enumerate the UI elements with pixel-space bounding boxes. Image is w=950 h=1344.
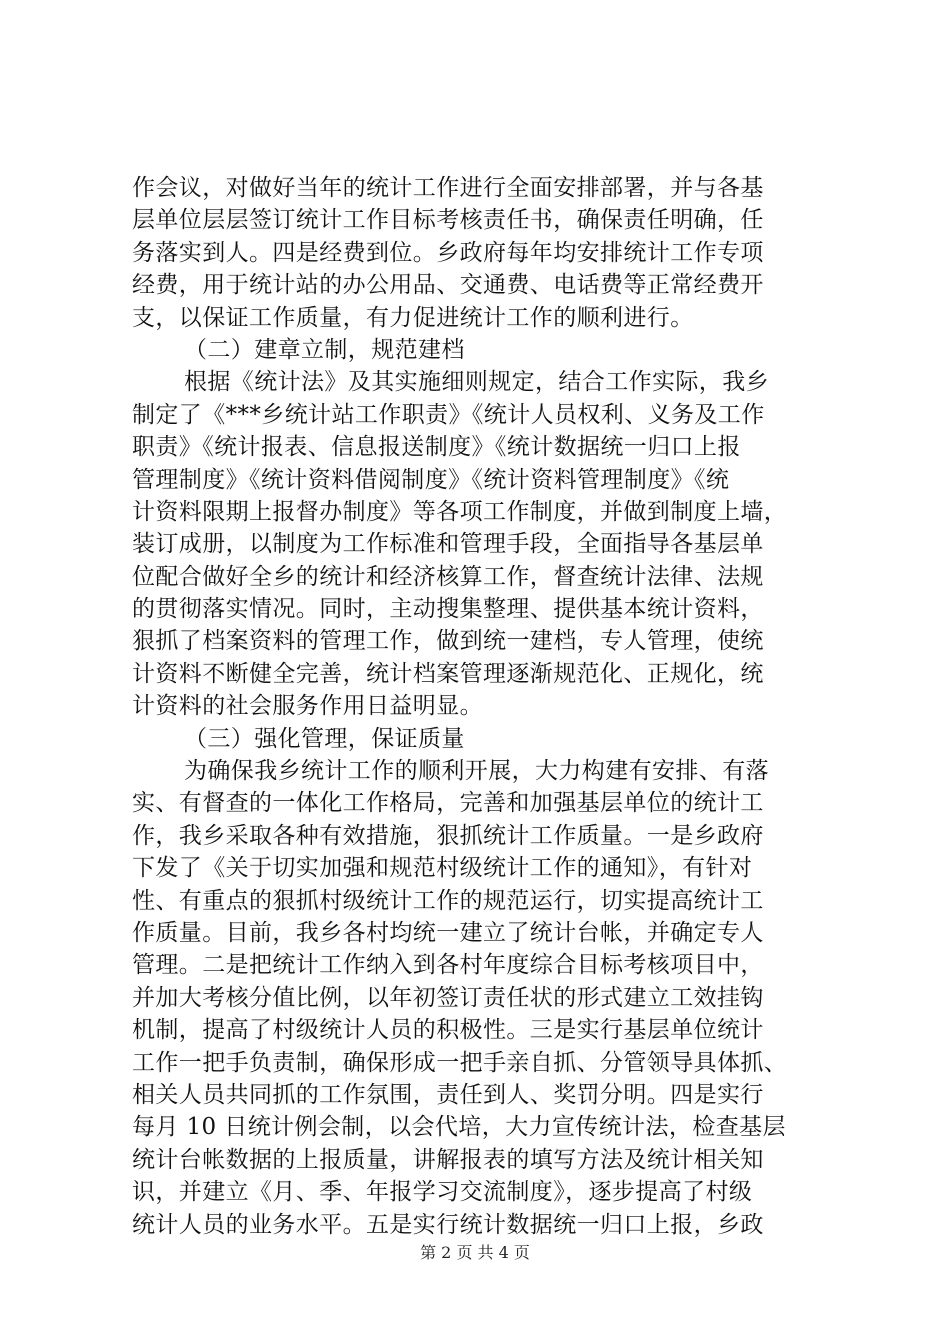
document-body	[132, 172, 832, 1241]
text-line: 每月 10 日统计例会制，以会代培，大力宣传统计法，检查基层	[132, 1114, 786, 1141]
text-line: 为确保我乡统计工作的顺利开展，大力构建有安排、有落	[184, 758, 769, 785]
text-line: 管理制度》《统计资料借阅制度》《统计资料管理制度》《统	[132, 466, 730, 493]
text-line: 计资料不断健全完善，统计档案管理逐渐规范化、正规化，统	[132, 660, 764, 687]
text-line: 实、有督查的一体化工作格局，完善和加强基层单位的统计工	[132, 790, 764, 817]
text-line: 机制，提高了村级统计人员的积极性。三是实行基层单位统计	[132, 1017, 764, 1044]
page-number: 第 2 页 共 4 页	[420, 1243, 530, 1262]
text-line: 识，并建立《月、季、年报学习交流制度》，逐步提高了村级	[132, 1179, 753, 1206]
text-line: 制定了《***乡统计站工作职责》《统计人员权利、义务及工作	[132, 401, 765, 428]
paragraph	[132, 755, 832, 1241]
section-heading	[132, 334, 832, 366]
text-line: 统计人员的业务水平。五是实行统计数据统一归口上报，乡政	[132, 1211, 764, 1238]
text-line: 并加大考核分值比例，以年初签订责任状的形式建立工效挂钩	[132, 984, 764, 1011]
text-line: （三）强化管理，保证质量	[184, 725, 465, 752]
text-line: 工作一把手负责制，确保形成一把手亲自抓、分管领导具体抓、	[132, 1049, 788, 1076]
text-line: 作质量。目前，我乡各村均统一建立了统计台帐，并确定专人	[132, 919, 764, 946]
text-line: 职责》《统计报表、信息报送制度》《统计数据统一归口上报	[132, 434, 741, 461]
text-line: 的贯彻落实情况。同时，主动搜集整理、提供基本统计资料，	[132, 596, 764, 623]
text-line: （二）建章立制，规范建档	[184, 336, 465, 363]
text-line: 狠抓了档案资料的管理工作，做到统一建档，专人管理，使统	[132, 628, 764, 655]
text-line: 支，以保证工作质量，有力促进统计工作的顺利进行。	[132, 304, 694, 331]
text-line: 统计台帐数据的上报质量，讲解报表的填写方法及统计相关知	[132, 1146, 764, 1173]
text-line: 务落实到人。四是经费到位。乡政府每年均安排统计工作专项	[132, 239, 764, 266]
text-line: 计资料的社会服务作用日益明显。	[132, 693, 483, 720]
text-line: 计资料限期上报督办制度》等各项工作制度，并做到制度上墙，	[132, 498, 788, 525]
text-line: 位配合做好全乡的统计和经济核算工作，督查统计法律、法规	[132, 563, 764, 590]
text-line: 相关人员共同抓的工作氛围，责任到人、奖罚分明。四是实行	[132, 1081, 764, 1108]
text-line: 装订成册，以制度为工作标准和管理手段，全面指导各基层单	[132, 531, 764, 558]
text-line: 经费，用于统计站的办公用品、交通费、电话费等正常经费开	[132, 272, 764, 299]
text-line: 根据《统计法》及其实施细则规定，结合工作实际，我乡	[184, 369, 769, 396]
text-line: 层单位层层签订统计工作目标考核责任书，确保责任明确，任	[132, 207, 764, 234]
text-line: 下发了《关于切实加强和规范村级统计工作的通知》，有针对	[132, 855, 753, 882]
paragraph	[132, 366, 832, 722]
text-line: 性、有重点的狠抓村级统计工作的规范运行，切实提高统计工	[132, 887, 764, 914]
text-line: 作会议，对做好当年的统计工作进行全面安排部署，并与各基	[132, 175, 764, 201]
paragraph	[132, 172, 832, 334]
text-line: 作，我乡采取各种有效措施，狠抓统计工作质量。一是乡政府	[132, 822, 764, 849]
text-line: 管理。二是把统计工作纳入到各村年度综合目标考核项目中，	[132, 952, 764, 979]
page-footer	[0, 1240, 950, 1263]
section-heading	[132, 723, 832, 755]
